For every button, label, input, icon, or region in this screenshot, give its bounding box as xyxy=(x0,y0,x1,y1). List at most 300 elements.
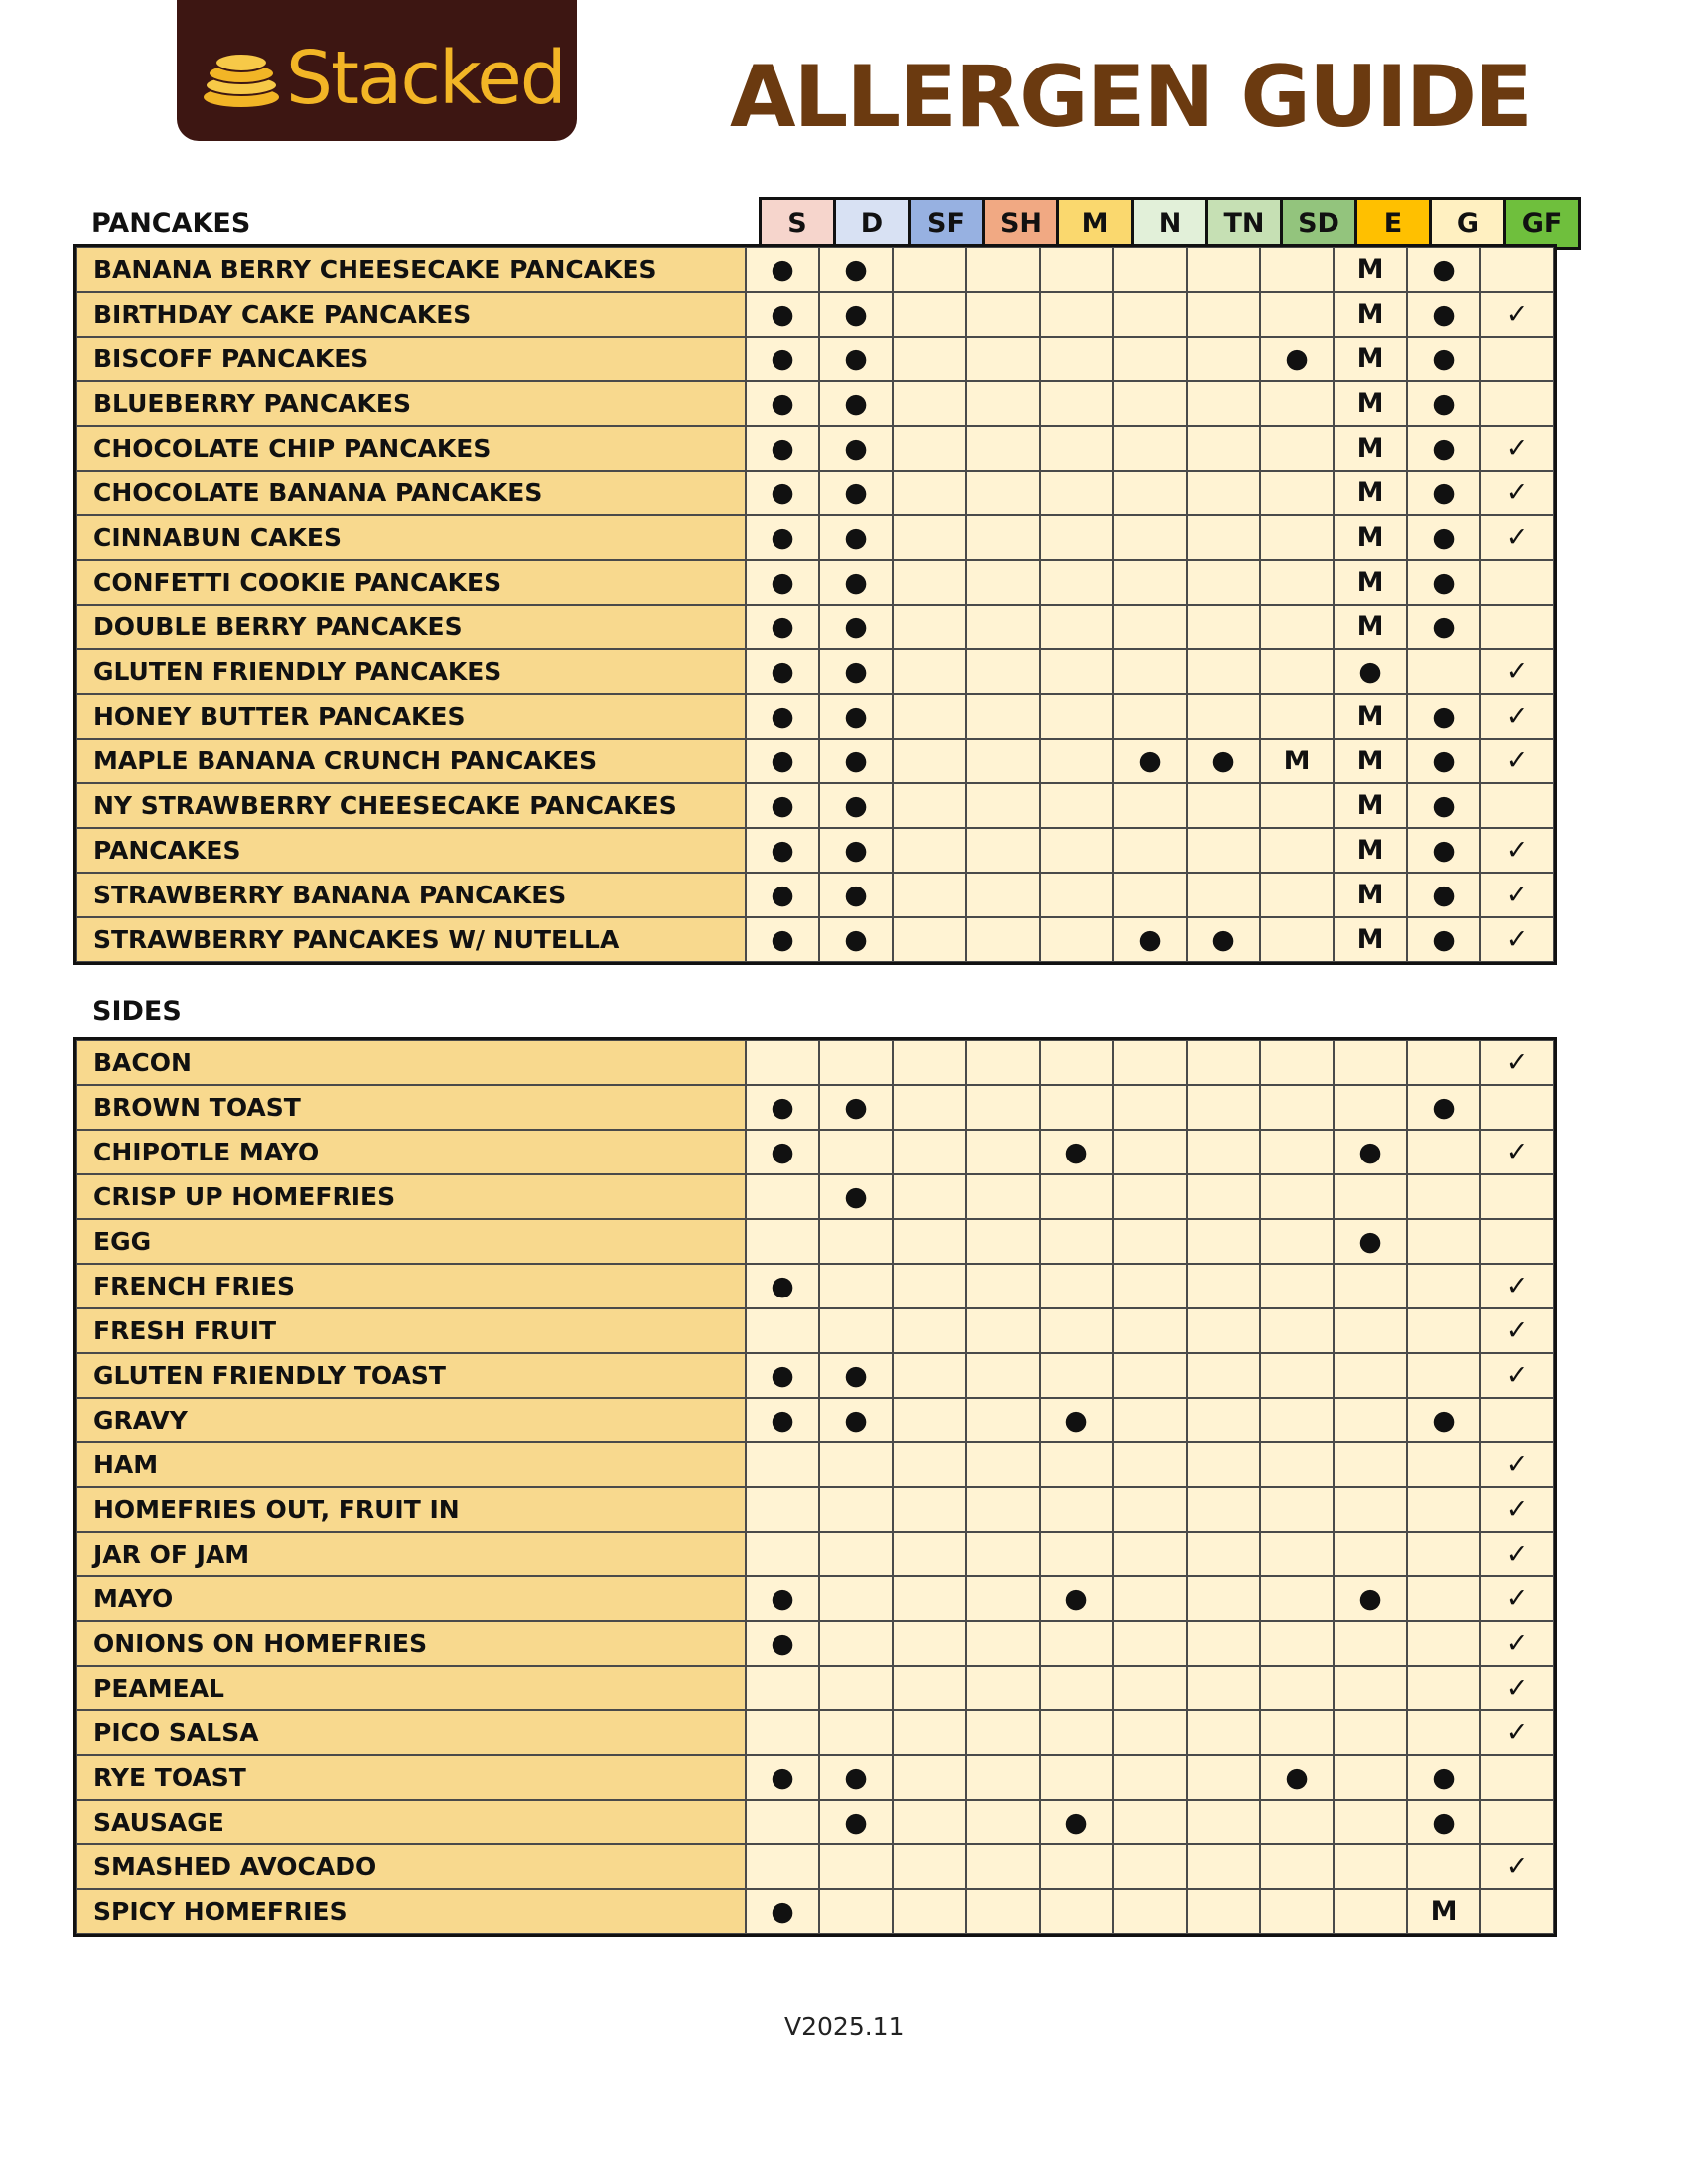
allergen-cell-n xyxy=(1113,1487,1187,1532)
allergen-cell-gf: ✓ xyxy=(1480,1487,1554,1532)
table-row xyxy=(76,1800,1554,1844)
item-name: MAYO xyxy=(76,1576,746,1621)
allergen-cell-sh xyxy=(966,247,1040,292)
allergen-cell-m xyxy=(1040,873,1113,917)
allergen-cell-g: ● xyxy=(1407,783,1480,828)
allergen-cell-sd xyxy=(1260,917,1334,962)
allergen-cell-g xyxy=(1407,1040,1480,1085)
allergen-cell-tn xyxy=(1187,560,1260,605)
allergen-cell-s: ● xyxy=(746,739,819,783)
allergen-cell-d xyxy=(819,1487,893,1532)
allergen-cell-n xyxy=(1113,1710,1187,1755)
allergen-cell-m xyxy=(1040,828,1113,873)
allergen-cell-n: ● xyxy=(1113,739,1187,783)
allergen-cell-gf: ✓ xyxy=(1480,515,1554,560)
allergen-cell-sf xyxy=(893,1308,966,1353)
allergen-cell-gf xyxy=(1480,1219,1554,1264)
allergen-cell-tn xyxy=(1187,292,1260,337)
allergen-cell-s: ● xyxy=(746,783,819,828)
allergen-cell-d: ● xyxy=(819,1353,893,1398)
allergen-cell-d xyxy=(819,1532,893,1576)
allergen-cell-g xyxy=(1407,1666,1480,1710)
allergen-cell-g: ● xyxy=(1407,292,1480,337)
allergen-cell-d: ● xyxy=(819,917,893,962)
allergen-cell-m xyxy=(1040,1889,1113,1934)
allergen-cell-d xyxy=(819,1576,893,1621)
allergen-cell-s: ● xyxy=(746,1085,819,1130)
allergen-cell-sh xyxy=(966,1308,1040,1353)
allergen-cell-gf: ✓ xyxy=(1480,1666,1554,1710)
allergen-cell-sh xyxy=(966,694,1040,739)
allergen-cell-s: ● xyxy=(746,1398,819,1442)
table-row xyxy=(76,471,1554,515)
column-header-sd: SD xyxy=(1282,199,1356,249)
allergen-cell-e: ● xyxy=(1334,1576,1407,1621)
section-label-sides: SIDES xyxy=(92,996,182,1026)
allergen-cell-sh xyxy=(966,471,1040,515)
allergen-cell-sh xyxy=(966,1264,1040,1308)
allergen-cell-m xyxy=(1040,1040,1113,1085)
allergen-cell-sd xyxy=(1260,381,1334,426)
allergen-cell-s xyxy=(746,1532,819,1576)
allergen-cell-sd: ● xyxy=(1260,337,1334,381)
allergen-cell-tn xyxy=(1187,873,1260,917)
allergen-cell-sd xyxy=(1260,1666,1334,1710)
allergen-cell-gf: ✓ xyxy=(1480,292,1554,337)
table-row xyxy=(76,1576,1554,1621)
allergen-cell-tn xyxy=(1187,381,1260,426)
column-header-m: M xyxy=(1058,199,1133,249)
allergen-cell-sh xyxy=(966,1666,1040,1710)
item-name: GLUTEN FRIENDLY PANCAKES xyxy=(76,649,746,694)
allergen-cell-sd xyxy=(1260,426,1334,471)
allergen-cell-s: ● xyxy=(746,471,819,515)
allergen-cell-g xyxy=(1407,1621,1480,1666)
allergen-cell-sf xyxy=(893,873,966,917)
allergen-cell-tn xyxy=(1187,1353,1260,1398)
allergen-cell-sf xyxy=(893,1040,966,1085)
allergen-cell-sf xyxy=(893,1353,966,1398)
allergen-cell-s xyxy=(746,1308,819,1353)
allergen-cell-sh xyxy=(966,1085,1040,1130)
allergen-cell-n xyxy=(1113,1130,1187,1174)
allergen-cell-n xyxy=(1113,381,1187,426)
allergen-cell-sd xyxy=(1260,1487,1334,1532)
allergen-cell-sd xyxy=(1260,471,1334,515)
allergen-cell-sh xyxy=(966,1398,1040,1442)
allergen-cell-m xyxy=(1040,917,1113,962)
allergen-cell-g xyxy=(1407,1174,1480,1219)
allergen-cell-sd xyxy=(1260,1174,1334,1219)
allergen-cell-sf xyxy=(893,1130,966,1174)
allergen-cell-gf: ✓ xyxy=(1480,917,1554,962)
allergen-cell-g xyxy=(1407,1442,1480,1487)
allergen-cell-sh xyxy=(966,1174,1040,1219)
allergen-cell-n xyxy=(1113,1085,1187,1130)
allergen-cell-sd xyxy=(1260,1800,1334,1844)
item-name: SAUSAGE xyxy=(76,1800,746,1844)
allergen-cell-g xyxy=(1407,1308,1480,1353)
allergen-cell-n xyxy=(1113,1264,1187,1308)
allergen-cell-gf: ✓ xyxy=(1480,1442,1554,1487)
allergen-cell-tn xyxy=(1187,426,1260,471)
allergen-cell-e xyxy=(1334,1308,1407,1353)
allergen-cell-n xyxy=(1113,1844,1187,1889)
column-header-d: D xyxy=(835,199,910,249)
allergen-cell-e xyxy=(1334,1264,1407,1308)
table-row xyxy=(76,1219,1554,1264)
allergen-cell-gf: ✓ xyxy=(1480,873,1554,917)
allergen-cell-sf xyxy=(893,1844,966,1889)
allergen-cell-e xyxy=(1334,1710,1407,1755)
allergen-cell-sd xyxy=(1260,515,1334,560)
allergen-cell-sh xyxy=(966,1130,1040,1174)
allergen-cell-gf: ✓ xyxy=(1480,694,1554,739)
allergen-cell-sd xyxy=(1260,873,1334,917)
allergen-cell-tn xyxy=(1187,649,1260,694)
allergen-cell-m xyxy=(1040,1353,1113,1398)
allergen-cell-m xyxy=(1040,739,1113,783)
allergen-cell-gf: ✓ xyxy=(1480,1040,1554,1085)
allergen-cell-d xyxy=(819,1710,893,1755)
sides-table xyxy=(75,1039,1555,1935)
table-row xyxy=(76,783,1554,828)
allergen-cell-s: ● xyxy=(746,560,819,605)
allergen-cell-tn xyxy=(1187,1442,1260,1487)
allergen-cell-gf: ✓ xyxy=(1480,1130,1554,1174)
allergen-cell-gf xyxy=(1480,1889,1554,1934)
column-header-s: S xyxy=(761,199,835,249)
allergen-cell-e xyxy=(1334,1889,1407,1934)
column-header-row xyxy=(75,197,1581,250)
allergen-cell-n xyxy=(1113,471,1187,515)
allergen-cell-d: ● xyxy=(819,337,893,381)
allergen-cell-gf: ✓ xyxy=(1480,1308,1554,1353)
allergen-cell-e: M xyxy=(1334,917,1407,962)
item-name: CHOCOLATE CHIP PANCAKES xyxy=(76,426,746,471)
allergen-cell-sh xyxy=(966,739,1040,783)
allergen-cell-sh xyxy=(966,1755,1040,1800)
allergen-cell-n xyxy=(1113,560,1187,605)
allergen-cell-m xyxy=(1040,1308,1113,1353)
allergen-cell-n xyxy=(1113,1621,1187,1666)
allergen-cell-sf xyxy=(893,1576,966,1621)
allergen-cell-sf xyxy=(893,1442,966,1487)
allergen-cell-d: ● xyxy=(819,1085,893,1130)
table-row xyxy=(76,515,1554,560)
allergen-cell-g xyxy=(1407,1532,1480,1576)
allergen-cell-g: ● xyxy=(1407,1085,1480,1130)
allergen-cell-s: ● xyxy=(746,381,819,426)
allergen-cell-tn xyxy=(1187,1889,1260,1934)
allergen-cell-gf xyxy=(1480,560,1554,605)
allergen-cell-g: ● xyxy=(1407,694,1480,739)
allergen-cell-sh xyxy=(966,292,1040,337)
allergen-cell-m: ● xyxy=(1040,1800,1113,1844)
allergen-cell-d xyxy=(819,1666,893,1710)
allergen-cell-gf xyxy=(1480,1800,1554,1844)
allergen-cell-sd xyxy=(1260,1353,1334,1398)
allergen-cell-e: ● xyxy=(1334,1219,1407,1264)
allergen-cell-n xyxy=(1113,1889,1187,1934)
allergen-cell-sf xyxy=(893,471,966,515)
allergen-cell-n xyxy=(1113,1174,1187,1219)
allergen-cell-gf xyxy=(1480,1398,1554,1442)
allergen-cell-g xyxy=(1407,1130,1480,1174)
allergen-cell-sh xyxy=(966,649,1040,694)
allergen-cell-sh xyxy=(966,1487,1040,1532)
allergen-cell-gf: ✓ xyxy=(1480,1264,1554,1308)
table-row xyxy=(76,1442,1554,1487)
allergen-cell-e: M xyxy=(1334,471,1407,515)
allergen-cell-e xyxy=(1334,1085,1407,1130)
allergen-cell-sd xyxy=(1260,605,1334,649)
allergen-cell-sh xyxy=(966,1844,1040,1889)
allergen-cell-s xyxy=(746,1174,819,1219)
allergen-cell-s xyxy=(746,1710,819,1755)
allergen-cell-m: ● xyxy=(1040,1130,1113,1174)
allergen-cell-tn xyxy=(1187,1576,1260,1621)
allergen-cell-e xyxy=(1334,1800,1407,1844)
allergen-cell-sf xyxy=(893,1621,966,1666)
allergen-cell-sd xyxy=(1260,560,1334,605)
allergen-cell-sf xyxy=(893,1532,966,1576)
allergen-cell-n xyxy=(1113,1576,1187,1621)
allergen-cell-g xyxy=(1407,1219,1480,1264)
allergen-cell-n xyxy=(1113,1442,1187,1487)
allergen-cell-sh xyxy=(966,337,1040,381)
table-row xyxy=(76,337,1554,381)
allergen-cell-g: ● xyxy=(1407,247,1480,292)
allergen-cell-n xyxy=(1113,1219,1187,1264)
allergen-cell-m xyxy=(1040,1755,1113,1800)
allergen-cell-m xyxy=(1040,292,1113,337)
brand-logo xyxy=(177,0,577,141)
allergen-cell-d: ● xyxy=(819,605,893,649)
allergen-cell-sh xyxy=(966,1040,1040,1085)
item-name: HOMEFRIES OUT, FRUIT IN xyxy=(76,1487,746,1532)
allergen-cell-d xyxy=(819,1219,893,1264)
allergen-cell-sd xyxy=(1260,1308,1334,1353)
allergen-cell-e: M xyxy=(1334,292,1407,337)
allergen-cell-m xyxy=(1040,694,1113,739)
allergen-cell-tn xyxy=(1187,1621,1260,1666)
allergen-cell-sf xyxy=(893,917,966,962)
allergen-cell-m xyxy=(1040,471,1113,515)
allergen-cell-sd xyxy=(1260,292,1334,337)
allergen-cell-tn xyxy=(1187,1398,1260,1442)
allergen-cell-n xyxy=(1113,1040,1187,1085)
allergen-cell-m xyxy=(1040,426,1113,471)
table-row xyxy=(76,1353,1554,1398)
allergen-cell-sf xyxy=(893,739,966,783)
allergen-cell-d: ● xyxy=(819,471,893,515)
column-header-sh: SH xyxy=(984,199,1058,249)
allergen-cell-gf: ✓ xyxy=(1480,1844,1554,1889)
allergen-cell-sf xyxy=(893,381,966,426)
allergen-cell-d xyxy=(819,1442,893,1487)
allergen-cell-tn xyxy=(1187,1264,1260,1308)
allergen-cell-m xyxy=(1040,1264,1113,1308)
item-name: FRENCH FRIES xyxy=(76,1264,746,1308)
allergen-cell-n xyxy=(1113,1353,1187,1398)
allergen-cell-d: ● xyxy=(819,1398,893,1442)
allergen-cell-e: M xyxy=(1334,694,1407,739)
allergen-cell-d: ● xyxy=(819,1174,893,1219)
item-name: JAR OF JAM xyxy=(76,1532,746,1576)
allergen-cell-s xyxy=(746,1800,819,1844)
column-header-tn: TN xyxy=(1207,199,1282,249)
allergen-cell-n xyxy=(1113,1666,1187,1710)
table-row xyxy=(76,649,1554,694)
item-name: BISCOFF PANCAKES xyxy=(76,337,746,381)
allergen-cell-sd xyxy=(1260,1130,1334,1174)
allergen-cell-sh xyxy=(966,1532,1040,1576)
allergen-cell-sd: M xyxy=(1260,739,1334,783)
allergen-cell-n xyxy=(1113,873,1187,917)
table-row xyxy=(76,1085,1554,1130)
allergen-cell-tn: ● xyxy=(1187,739,1260,783)
allergen-cell-gf: ✓ xyxy=(1480,426,1554,471)
item-name: STRAWBERRY BANANA PANCAKES xyxy=(76,873,746,917)
table-row xyxy=(76,1532,1554,1576)
allergen-cell-d: ● xyxy=(819,381,893,426)
allergen-cell-tn xyxy=(1187,1710,1260,1755)
item-name: PEAMEAL xyxy=(76,1666,746,1710)
allergen-cell-m xyxy=(1040,1219,1113,1264)
table-row xyxy=(76,1174,1554,1219)
allergen-cell-n xyxy=(1113,605,1187,649)
allergen-cell-s: ● xyxy=(746,1621,819,1666)
allergen-cell-g: ● xyxy=(1407,1800,1480,1844)
allergen-cell-e: M xyxy=(1334,426,1407,471)
allergen-cell-gf: ✓ xyxy=(1480,1710,1554,1755)
section-label-pancakes: PANCAKES xyxy=(91,207,251,239)
allergen-cell-n xyxy=(1113,649,1187,694)
table-row xyxy=(76,1889,1554,1934)
allergen-cell-e: M xyxy=(1334,605,1407,649)
allergen-cell-g xyxy=(1407,1576,1480,1621)
allergen-cell-d xyxy=(819,1130,893,1174)
allergen-cell-d: ● xyxy=(819,739,893,783)
column-header-n: N xyxy=(1133,199,1207,249)
table-row xyxy=(76,1621,1554,1666)
allergen-cell-tn xyxy=(1187,1308,1260,1353)
item-name: NY STRAWBERRY CHEESECAKE PANCAKES xyxy=(76,783,746,828)
allergen-cell-tn xyxy=(1187,1085,1260,1130)
allergen-cell-g xyxy=(1407,1264,1480,1308)
allergen-cell-n xyxy=(1113,515,1187,560)
table-row xyxy=(76,247,1554,292)
allergen-cell-s: ● xyxy=(746,1576,819,1621)
allergen-cell-s: ● xyxy=(746,247,819,292)
allergen-cell-m xyxy=(1040,783,1113,828)
allergen-cell-m: ● xyxy=(1040,1398,1113,1442)
allergen-cell-e xyxy=(1334,1398,1407,1442)
allergen-cell-d: ● xyxy=(819,1800,893,1844)
allergen-cell-sh xyxy=(966,381,1040,426)
allergen-cell-n xyxy=(1113,1532,1187,1576)
item-name: DOUBLE BERRY PANCAKES xyxy=(76,605,746,649)
item-name: STRAWBERRY PANCAKES W/ NUTELLA xyxy=(76,917,746,962)
allergen-cell-sh xyxy=(966,873,1040,917)
allergen-cell-sd xyxy=(1260,783,1334,828)
table-row xyxy=(76,292,1554,337)
item-name: PANCAKES xyxy=(76,828,746,873)
allergen-cell-tn xyxy=(1187,1487,1260,1532)
allergen-cell-gf xyxy=(1480,381,1554,426)
column-header-g: G xyxy=(1431,199,1505,249)
table-row xyxy=(76,560,1554,605)
allergen-cell-e: ● xyxy=(1334,1130,1407,1174)
item-name: SMASHED AVOCADO xyxy=(76,1844,746,1889)
allergen-cell-g: ● xyxy=(1407,515,1480,560)
allergen-cell-g: ● xyxy=(1407,381,1480,426)
allergen-cell-sd xyxy=(1260,1442,1334,1487)
allergen-cell-tn xyxy=(1187,1040,1260,1085)
allergen-cell-e xyxy=(1334,1442,1407,1487)
allergen-cell-sd xyxy=(1260,1621,1334,1666)
allergen-cell-tn xyxy=(1187,515,1260,560)
allergen-cell-m xyxy=(1040,1487,1113,1532)
allergen-cell-m xyxy=(1040,560,1113,605)
item-name: PICO SALSA xyxy=(76,1710,746,1755)
allergen-cell-s: ● xyxy=(746,1130,819,1174)
allergen-cell-sf xyxy=(893,1710,966,1755)
allergen-cell-n xyxy=(1113,1755,1187,1800)
allergen-cell-sh xyxy=(966,1710,1040,1755)
allergen-cell-sf xyxy=(893,560,966,605)
version-label: V2025.11 xyxy=(784,2012,905,2041)
allergen-cell-e xyxy=(1334,1174,1407,1219)
allergen-cell-e: M xyxy=(1334,828,1407,873)
allergen-cell-gf: ✓ xyxy=(1480,828,1554,873)
allergen-cell-e xyxy=(1334,1844,1407,1889)
allergen-cell-s: ● xyxy=(746,337,819,381)
allergen-cell-sh xyxy=(966,560,1040,605)
item-name: SPICY HOMEFRIES xyxy=(76,1889,746,1934)
allergen-cell-sf xyxy=(893,1264,966,1308)
allergen-cell-gf: ✓ xyxy=(1480,649,1554,694)
allergen-cell-sf xyxy=(893,247,966,292)
allergen-cell-sd xyxy=(1260,1085,1334,1130)
allergen-cell-sh xyxy=(966,605,1040,649)
item-name: CHOCOLATE BANANA PANCAKES xyxy=(76,471,746,515)
allergen-cell-g: ● xyxy=(1407,739,1480,783)
allergen-cell-g xyxy=(1407,1353,1480,1398)
allergen-cell-s: ● xyxy=(746,1889,819,1934)
allergen-cell-sd xyxy=(1260,1398,1334,1442)
allergen-cell-s xyxy=(746,1442,819,1487)
allergen-cell-g xyxy=(1407,1710,1480,1755)
table-row xyxy=(76,381,1554,426)
allergen-cell-d xyxy=(819,1040,893,1085)
allergen-cell-m xyxy=(1040,605,1113,649)
allergen-cell-sf xyxy=(893,1889,966,1934)
allergen-cell-d: ● xyxy=(819,560,893,605)
allergen-cell-tn xyxy=(1187,1219,1260,1264)
allergen-cell-tn xyxy=(1187,1532,1260,1576)
item-name: CONFETTI COOKIE PANCAKES xyxy=(76,560,746,605)
allergen-cell-tn xyxy=(1187,247,1260,292)
allergen-cell-gf xyxy=(1480,605,1554,649)
table-row xyxy=(76,605,1554,649)
allergen-cell-s: ● xyxy=(746,917,819,962)
table-row xyxy=(76,1398,1554,1442)
allergen-cell-s: ● xyxy=(746,694,819,739)
allergen-cell-g: ● xyxy=(1407,917,1480,962)
column-header-sf: SF xyxy=(910,199,984,249)
